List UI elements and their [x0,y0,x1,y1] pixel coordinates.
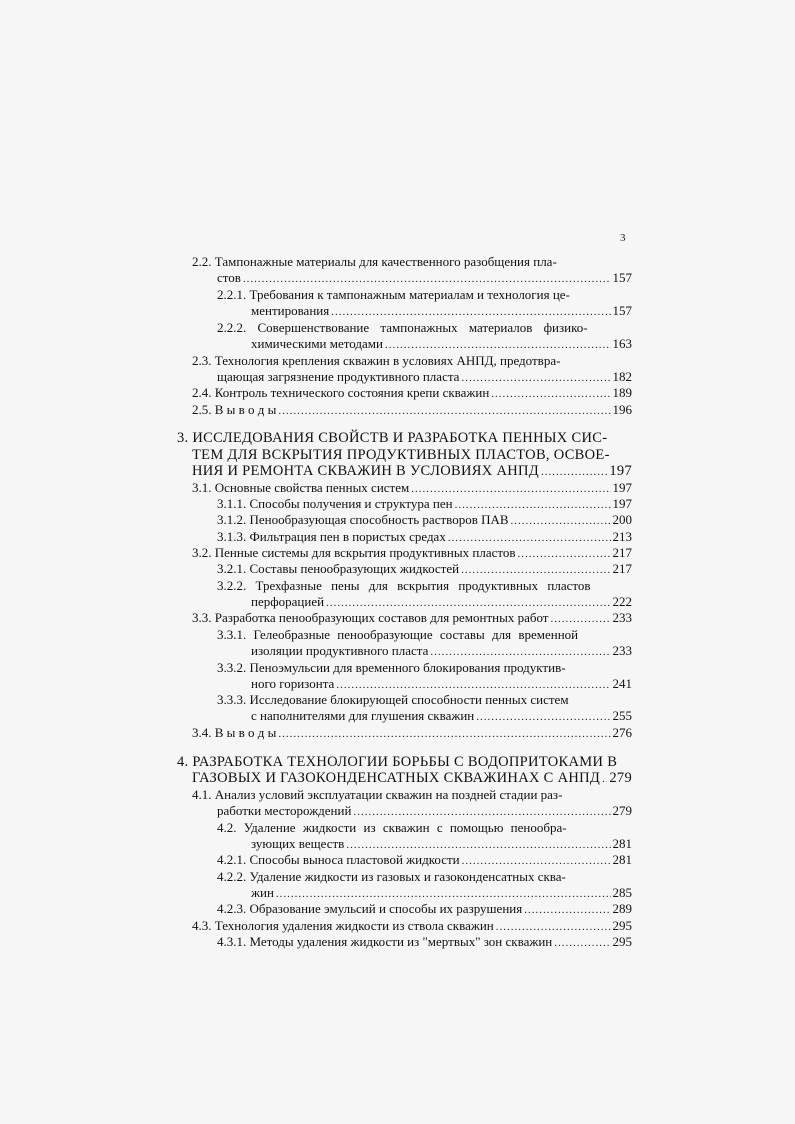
toc-entry-3-2-2-line1: 3.2.2. Трехфазные пены для вскрытия продуктивных пластов [217,578,591,593]
toc-text: стов [217,270,241,285]
toc-entry-2-2-2-line1: 2.2.2. Совершенствование тампонажных материалов физико- [217,320,588,335]
toc-page: 295 [612,918,632,933]
toc-text: 3.2. Пенные системы для вскрытия продуктивных пластов [192,545,516,560]
toc-entry-4-2-3 [217,901,632,918]
toc-text: 3.1.2. Пенообразующая способность растворов ПАВ [217,512,509,527]
toc-entry-3-2-2-line2 [251,594,632,611]
toc-entry-2-4 [192,385,632,402]
toc-text: ного горизонта [251,676,335,691]
toc-entry-4-3 [192,918,632,935]
toc-text: 3.4. В ы в о д ы [192,725,277,740]
toc-chapter-4-line2 [192,770,632,787]
toc-page: 281 [612,836,632,851]
toc-entry-3-3-2-line2 [251,676,632,693]
toc-page: 157 [612,303,632,318]
toc-entry-2-2-2-line2 [251,336,632,353]
toc-page: 279 [612,803,632,818]
toc-page: 182 [612,369,632,384]
toc-entry-3-2-1 [217,561,632,578]
toc-entry-4-2-line2 [251,836,632,853]
toc-entry-3-3-3-line1: 3.3.3. Исследование блокирующей способности пенных систем [217,692,569,707]
toc-text: 4.3. Технология удаления жидкости из ствола скважин [192,918,494,933]
toc-text: 4.2.3. Образование эмульсий и способы их разрушения [217,901,523,916]
toc-entry-3-1 [192,480,632,497]
toc-page: 233 [612,610,632,625]
toc-page: 213 [612,529,632,544]
toc-entry-2-5 [192,402,632,419]
toc-text: изоляции продуктивного пласта [251,643,429,658]
toc-page: 281 [612,852,632,867]
toc-entry-4-2-line1: 4.2. Удаление жидкости из скважин с помощью пенообра- [217,820,567,835]
toc-text: работки месторождений [217,803,352,818]
toc-page: 197 [609,463,632,479]
toc-text: 3.1.1. Способы получения и структура пен [217,496,453,511]
toc-entry-4-2-1 [217,852,632,869]
toc-page: 163 [612,336,632,351]
toc-entry-3-3 [192,610,632,627]
toc-entry-3-1-3 [217,529,632,546]
toc-entry-3-1-1 [217,496,632,513]
toc-page: 197 [612,480,632,495]
toc-entry-4-2-2-line2 [251,885,632,902]
toc-chapter-3-line1: 3. ИССЛЕДОВАНИЯ СВОЙСТВ И РАЗРАБОТКА ПЕННЫХ СИС- [177,430,608,446]
toc-entry-2-2-1-line1: 2.2.1. Требования к тампонажным материалам и технология це- [217,287,570,302]
toc-entry-4-1-line2 [217,803,632,820]
toc-text: 4.3.1. Методы удаления жидкости из "мертвых" зон скважин [217,934,553,949]
toc-page: 200 [612,512,632,527]
toc-page: 279 [609,770,632,786]
toc-page: 255 [612,708,632,723]
toc-text: химическими методами [251,336,383,351]
toc-entry-3-3-1-line1: 3.3.1. Гелеобразные пенообразующие составы для временной [217,627,579,642]
toc-entry-4-1-line1: 4.1. Анализ условий эксплуатации скважин на поздней стадии раз- [192,787,563,802]
toc-page: 233 [612,643,632,658]
toc-page: 276 [612,725,632,740]
toc-entry-2-3-line2 [217,369,632,386]
toc-page: 222 [612,594,632,609]
toc-entry-3-4 [192,725,632,742]
toc-text: 3.1.3. Фильтрация пен в пористых средах [217,529,446,544]
toc-page: 295 [612,934,632,949]
toc-text: НИЯ И РЕМОНТА СКВАЖИН В УСЛОВИЯХ АНПД [192,463,539,479]
toc-page: 285 [612,885,632,900]
toc-entry-2-2-line2 [217,270,632,287]
page-number: 3 [620,232,626,244]
toc-entry-3-2 [192,545,632,562]
toc-text: 4.2.1. Способы выноса пластовой жидкости [217,852,460,867]
toc-entry-3-1-2 [217,512,632,529]
toc-text: зующих веществ [251,836,345,851]
toc-text: ГАЗОВЫХ И ГАЗОКОНДЕНСАТНЫХ СКВАЖИНАХ С АНПД [192,770,601,786]
toc-text: щающая загрязнение продуктивного пласта [217,369,460,384]
toc-entry-3-3-3-line2 [251,708,632,725]
toc-text: перфорацией [251,594,325,609]
toc-page: 217 [612,561,632,576]
toc-page: 197 [612,496,632,511]
toc-entry-2-2-1-line2 [251,303,632,320]
toc-entry-3-3-1-line2 [251,643,632,660]
toc-text: жин [251,885,274,900]
toc-page: 241 [612,676,632,691]
toc-chapter-3-line3 [192,463,632,480]
toc-page: 289 [612,901,632,916]
toc-chapter-3-line2: ТЕМ ДЛЯ ВСКРЫТИЯ ПРОДУКТИВНЫХ ПЛАСТОВ, ОСВОЕ- [192,447,610,463]
toc-page: 189 [612,385,632,400]
toc-page: 217 [612,545,632,560]
toc-entry-4-2-2-line1: 4.2.2. Удаление жидкости из газовых и газоконденсатных сква- [217,869,566,884]
toc-entry-2-3-line1: 2.3. Технология крепления скважин в условиях АНПД, предотвра- [192,353,561,368]
toc-text: 2.5. В ы в о д ы [192,402,277,417]
toc-entry-4-3-1 [217,934,632,951]
toc-entry-2-2-line1: 2.2. Тампонажные материалы для качественного разобщения пла- [192,254,557,269]
toc-page: 157 [612,270,632,285]
toc-text: ментирования [251,303,330,318]
toc-entry-3-3-2-line1: 3.3.2. Пеноэмульсии для временного блокирования продуктив- [217,660,566,675]
toc-text: 3.1. Основные свойства пенных систем [192,480,410,495]
toc-text: с наполнителями для глушения скважин [251,708,475,723]
toc-page: 196 [612,402,632,417]
toc-text: 3.3. Разработка пенообразующих составов для ремонтных работ [192,610,549,625]
toc-text: 2.4. Контроль технического состояния крепи скважин [192,385,490,400]
toc-chapter-4-line1: 4. РАЗРАБОТКА ТЕХНОЛОГИИ БОРЬБЫ С ВОДОПРИТОКАМИ В [177,754,618,770]
toc-text: 3.2.1. Составы пенообразующих жидкостей [217,561,460,576]
